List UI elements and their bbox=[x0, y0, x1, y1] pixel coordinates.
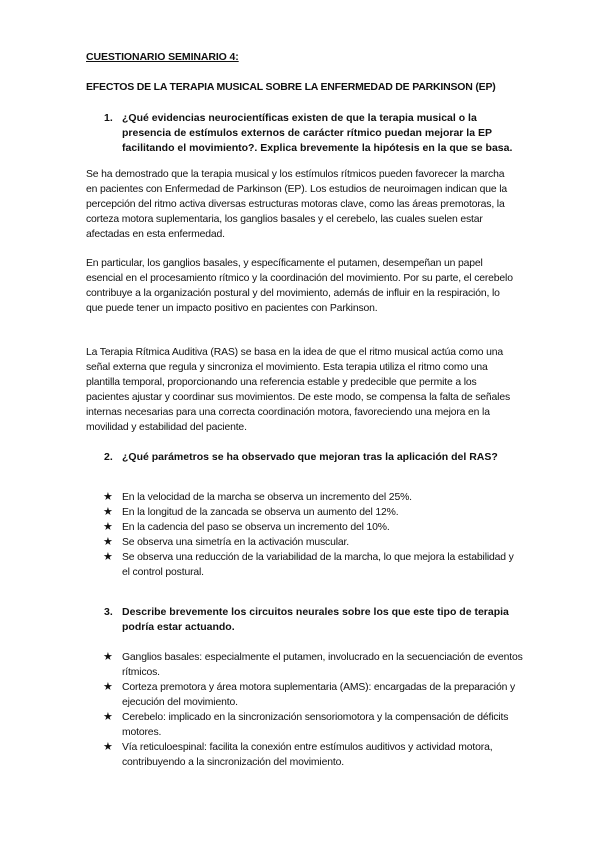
star-bullet-icon: ★ bbox=[103, 711, 113, 723]
star-bullet-icon: ★ bbox=[103, 551, 113, 563]
answer-1-paragraph-2: En particular, los ganglios basales, y específicamente el putamen, desempeñan un papel esencial en el procesamiento rítmico y la coordinación del movimiento. Por su parte, el cerebelo contribuye a la organización postural y del movimiento, además de influir en la respiración, lo que puede tener un impacto positivo en pacientes con Parkinson. bbox=[86, 258, 513, 314]
list-item-text: En la velocidad de la marcha se observa un incremento del 25%. bbox=[122, 492, 412, 503]
question-3 bbox=[104, 605, 524, 635]
list-item bbox=[103, 520, 523, 535]
document-subtitle: EFECTOS DE LA TERAPIA MUSICAL SOBRE LA ENFERMEDAD DE PARKINSON (EP) bbox=[86, 81, 496, 93]
star-bullet-icon: ★ bbox=[103, 681, 113, 693]
list-item bbox=[103, 740, 523, 770]
star-bullet-icon: ★ bbox=[103, 491, 113, 503]
star-bullet-icon: ★ bbox=[103, 506, 113, 518]
star-bullet-icon: ★ bbox=[103, 741, 113, 753]
list-item-text: Vía reticuloespinal: facilita la conexión entre estímulos auditivos y actividad motora, contribuyendo a la sincronización del movimiento. bbox=[122, 742, 493, 768]
question-text: ¿Qué evidencias neurocientíficas existen de que la terapia musical o la presencia de estímulos externos de carácter rítmico puedan mejorar la EP facilitando el movimiento?. Explica brevemente la hipótesis en la que se basa. bbox=[122, 112, 513, 154]
list-item-text: Se observa una simetría en la activación muscular. bbox=[122, 537, 349, 548]
question-2 bbox=[104, 450, 524, 465]
list-item-text: Cerebelo: implicado en la sincronización sensoriomotora y la compensación de déficits motores. bbox=[122, 712, 509, 738]
answer-3-list bbox=[103, 650, 523, 770]
star-bullet-icon: ★ bbox=[103, 521, 113, 533]
list-item-text: Ganglios basales: especialmente el putamen, involucrado en la secuenciación de eventos rítmicos. bbox=[122, 652, 523, 678]
list-item bbox=[103, 650, 523, 680]
question-number: 2. bbox=[104, 451, 113, 463]
question-text: ¿Qué parámetros se ha observado que mejoran tras la aplicación del RAS? bbox=[122, 451, 498, 463]
list-item bbox=[103, 490, 523, 505]
answer-1-paragraph-3: La Terapia Rítmica Auditiva (RAS) se basa en la idea de que el ritmo musical actúa como una señal externa que regula y sincroniza el movimiento. Esta terapia utiliza el ritmo como una plantilla temporal, proporcionando una referencia estable y predecible que permite a los pacientes ajustar y coordinar sus movimientos. De este modo, se compensa la falta de señales internas necesarias para una correcta coordinación motora, favoreciendo una mejora en la movilidad y estabilidad del paciente. bbox=[86, 347, 510, 433]
question-text: Describe brevemente los circuitos neurales sobre los que este tipo de terapia podría estar actuando. bbox=[122, 606, 509, 633]
list-item-text: En la longitud de la zancada se observa un aumento del 12%. bbox=[122, 507, 399, 518]
list-item-text: Corteza premotora y área motora suplementaria (AMS): encargadas de la preparación y ejecución del movimiento. bbox=[122, 682, 515, 708]
list-item bbox=[103, 505, 523, 520]
document-title: CUESTIONARIO SEMINARIO 4: bbox=[86, 51, 239, 63]
question-1 bbox=[104, 111, 524, 156]
question-number: 3. bbox=[104, 606, 113, 618]
list-item bbox=[103, 535, 523, 550]
list-item-text: En la cadencia del paso se observa un incremento del 10%. bbox=[122, 522, 390, 533]
star-bullet-icon: ★ bbox=[103, 536, 113, 548]
answer-1-paragraph-1: Se ha demostrado que la terapia musical y los estímulos rítmicos pueden favorecer la marcha en pacientes con Enfermedad de Parkinson (EP). Los estudios de neuroimagen indican que la percepción del ritmo activa diversas estructuras motoras clave, como las áreas premotoras, la corteza motora suplementaria, los ganglios basales y el cerebelo, las cuales suelen estar afectadas en esta enfermedad. bbox=[86, 169, 508, 240]
question-number: 1. bbox=[104, 112, 113, 124]
star-bullet-icon: ★ bbox=[103, 651, 113, 663]
list-item-text: Se observa una reducción de la variabilidad de la marcha, lo que mejora la estabilidad y el control postural. bbox=[122, 552, 514, 578]
answer-2-list bbox=[103, 490, 523, 580]
list-item bbox=[103, 680, 523, 710]
list-item bbox=[103, 710, 523, 740]
list-item bbox=[103, 550, 523, 580]
